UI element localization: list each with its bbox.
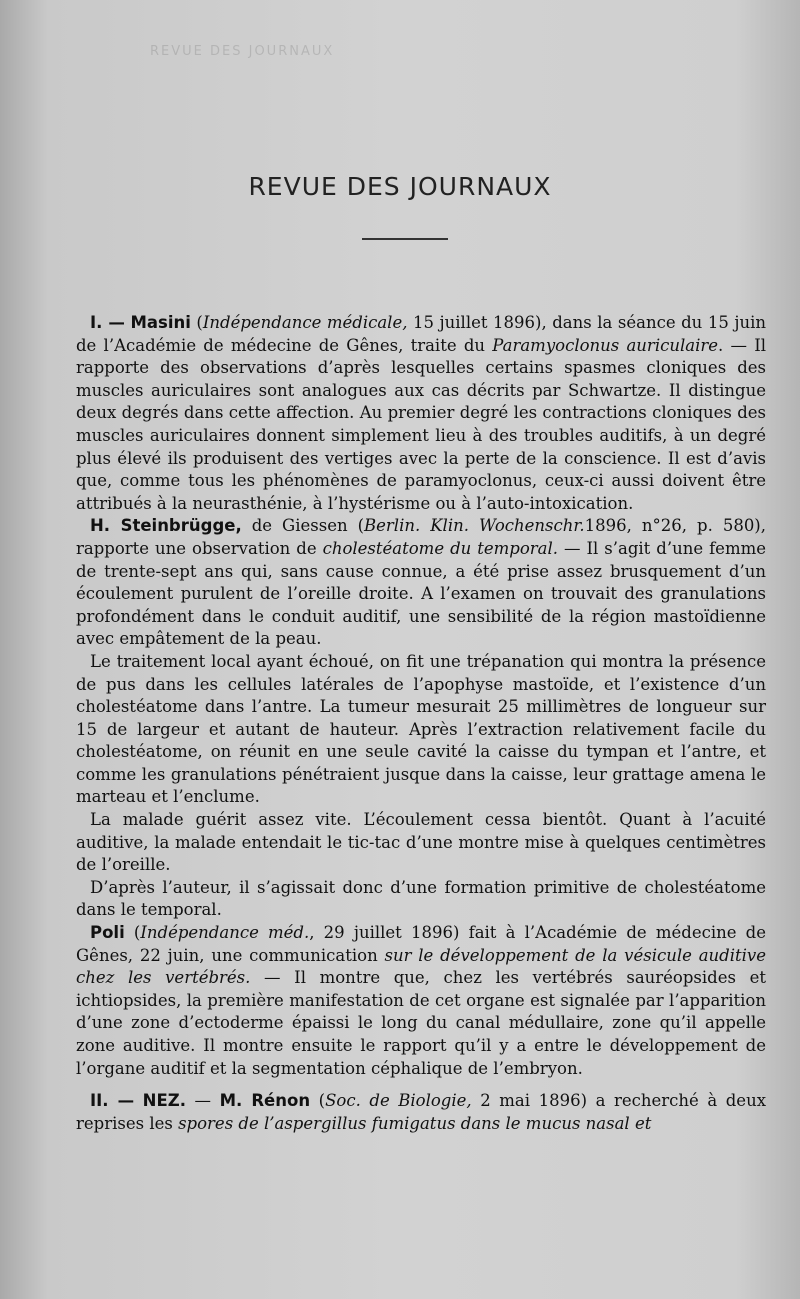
paragraph-traitement: Le traitement local ayant échoué, on fit une trépanation qui montra la présence de pus dans les cellules latérales de l’apophyse mastoïde, et l’existence d’un cholestéatome dans l’antre. La tumeur mesurait 25 millimètres de longueur sur 15 de largeur et autant de hauteur. Après l’extraction relativement facile du cholestéatome, on réunit en une seule cavité la caisse du tympan et l’antre, et comme les granulations pénétraient jusque dans la caisse, leur grattage amena le marteau et l’enclume. — [76, 651, 766, 807]
section-number-I: I. — — [90, 313, 125, 332]
term-aspergillus: spores de l’aspergillus fumigatus dans le mucus nasal et — [178, 1113, 652, 1133]
source-steinbrugge: Berlin. Klin. Wochenschr. — [364, 516, 585, 536]
paragraph-poli: Poli (Indépendance méd., 29 juillet 1896) fait à l’Académie de médecine de Gênes, 22 juin, une communication sur le développement de la vésicule auditive chez les vertébrés. — Il montre que, chez les vertébrés sauréopsides et ichtiopsides, la première manifestation de cet organe est signalée par l’apparition d’une zone d’ectoderme épaissi le long du canal médullaire, zone qu’il appelle zone auditive. Il montre ensuite le rapport qu’il y a entre le développement de l’organe auditif et la segmentation céphalique de l’embryon. — [76, 923, 766, 1078]
source-renon: Soc. de Biologie, — [325, 1091, 472, 1111]
term-vesicule-auditive: sur le développement de la vésicule auditive chez les vertébrés. — [76, 945, 766, 988]
author-renon: M. Rénon — [219, 1091, 311, 1111]
title-divider — [362, 238, 448, 240]
section-heading-nez: NEZ. — [142, 1091, 186, 1111]
section-number-II: II. — — [90, 1091, 135, 1111]
source-poli: Indépendance méd. — [140, 923, 310, 943]
page-title: REVUE DES JOURNAUX — [248, 172, 552, 201]
bleed-through-running-head: REVUE DES JOURNAUX — [150, 44, 335, 59]
paragraph-masini: I. — Masini (Indépendance médicale, 15 juillet 1896), dans la séance du 15 juin de l’Académie de médecine de Gênes, traite du Paramyoclonus auriculaire. — Il rapporte des observations d’après lesquelles certains spasmes cloniques des muscles auriculaires sont analogues aux cas décrits par Schwartze. Il distingue deux degrés dans cette affection. Au premier degré les contractions cloniques des muscles auriculaires donnent simplement lieu à des troubles auditifs, à un degré plus élevé ils produisent des vertiges avec la perte de la conscience. Il est d’avis que, comme tous les phénomènes de paramyoclonus, ceux-ci aussi doivent être attribués à la neurasthénie, à l’hystérisme ou à l’auto-intoxication. — [76, 313, 767, 513]
paragraph-steinbrugge: H. Steinbrügge, de Giessen (Berlin. Klin. Wochenschr.1896, n°26, p. 580), rapporte une observation de cholestéatome du temporal. — Il s’agit d’une femme de trente-sept ans qui, sans cause connue, a été prise assez brusquement d’un écoulement purulent de l’oreille droite. A l’examen on trouvait des granulations profondément dans le conduit auditif, une sensibilité de la région mastoïdienne avec empâtement de la peau. — [76, 516, 766, 649]
term-cholesteatome: cholestéatome du temporal. — [322, 538, 559, 558]
article-body — [76, 312, 766, 1135]
author-poli: Poli — [90, 923, 125, 943]
author-steinbrugge: H. Steinbrügge, — [90, 516, 242, 536]
paragraph-nez-renon: II. — NEZ. — M. Rénon (Soc. de Biologie, 2 mai 1896) a recherché à deux reprises les spores de l’aspergillus fumigatus dans le mucus nasal et — [76, 1091, 767, 1133]
term-paramyoclonus: Paramyoclonus auriculaire — [492, 335, 719, 355]
paragraph-guerison: La malade guérit assez vite. L’écoulement cessa bientôt. Quant à l’acuité auditive, la malade entendait le tic-tac d’une montre mise à quelques centimètres de l’oreille. — [76, 810, 766, 875]
paragraph-conclusion: D’après l’auteur, il s’agissait donc d’une formation primitive de cholestéatome dans le temporal. — [76, 877, 766, 920]
source-masini: Indépendance médicale, — [202, 313, 408, 332]
author-masini: Masini — [130, 313, 191, 332]
